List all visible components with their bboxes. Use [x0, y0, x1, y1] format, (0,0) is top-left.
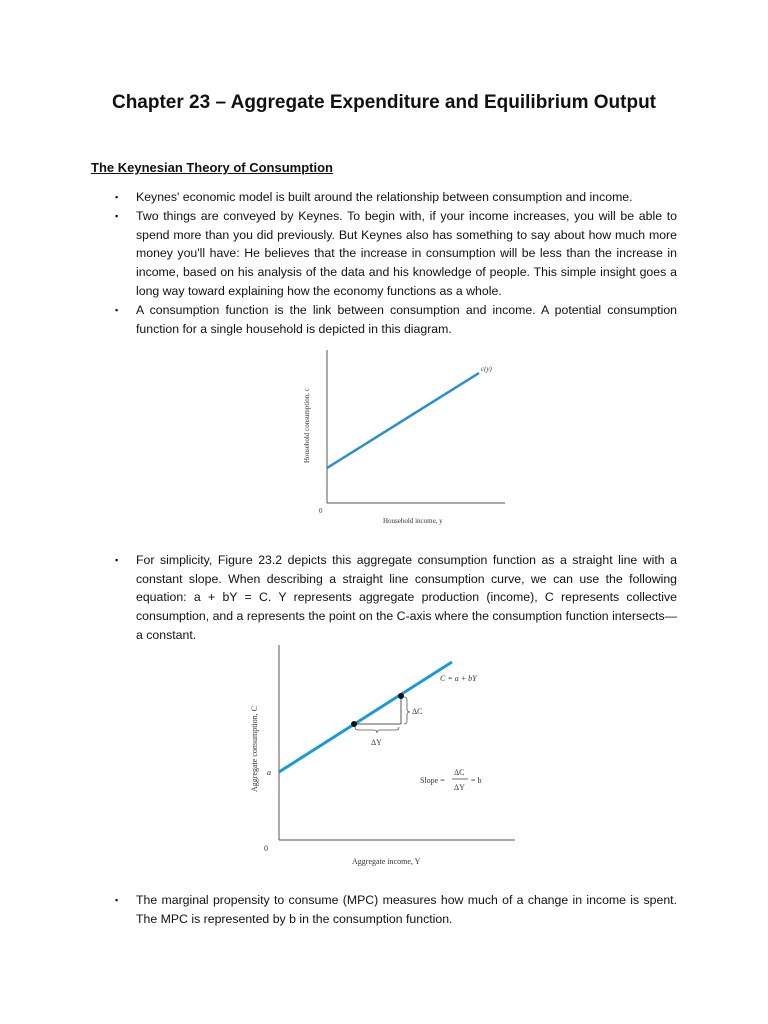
- household-consumption-diagram: [295, 335, 520, 530]
- line-label: c(y): [481, 365, 492, 373]
- point-b-marker: [398, 693, 404, 699]
- x-axis-label: Aggregate income, Y: [352, 857, 421, 866]
- bullet-icon: ▪: [115, 211, 119, 221]
- household-consumption-figure: [295, 335, 520, 530]
- consumption-function-line: [279, 662, 452, 772]
- bullet-item: [115, 301, 677, 338]
- bullet-text: A consumption function is the link between consumption and income. A potential consumption function for a single household is depicted in this diagram.: [136, 303, 677, 336]
- bullet-item: [115, 207, 677, 301]
- bullet-icon: ▪: [115, 192, 119, 202]
- y-axis-label: Aggregate consumption, C: [250, 706, 259, 792]
- aggregate-consumption-diagram: [240, 640, 520, 870]
- slope-numerator: ΔC: [454, 768, 465, 777]
- bullet-text: For simplicity, Figure 23.2 depicts this aggregate consumption function as a straight line with a constant slope. When describing a straight line consumption curve, we can use the following equation: a + bY = C. Y represents aggregate production (income), C represents collective consumption, and a represents the point on the C-axis where the consumption function intersects—a constant.: [136, 553, 677, 642]
- aggregate-consumption-figure: [240, 640, 520, 870]
- slope-suffix: = b: [471, 776, 482, 785]
- slope-prefix: Slope =: [420, 776, 445, 785]
- consumption-function-line: [327, 373, 479, 468]
- bullet-item: [115, 891, 677, 928]
- intercept-label: a: [267, 768, 271, 777]
- bullet-item: [115, 551, 677, 645]
- bullet-text: Keynes' economic model is built around the relationship between consumption and income.: [136, 190, 633, 204]
- bullet-icon: ▪: [115, 305, 119, 315]
- y-axis-label: Household consumption, c: [303, 388, 311, 463]
- origin-label: 0: [319, 507, 323, 515]
- x-axis-label: Household income, y: [383, 517, 443, 525]
- bullet-icon: ▪: [115, 555, 119, 565]
- origin-label: 0: [264, 844, 268, 853]
- bullet-item: [115, 188, 677, 207]
- line-label: C = a + bY: [440, 674, 477, 683]
- delta-y-label: ΔY: [371, 738, 382, 747]
- page-title: Chapter 23 – Aggregate Expenditure and Equilibrium Output: [111, 92, 657, 113]
- bullet-icon: ▪: [115, 895, 119, 905]
- bullet-text: The marginal propensity to consume (MPC) measures how much of a change in income is spent. The MPC is represented by b in the consumption function.: [136, 893, 677, 926]
- delta-y-brace: [355, 727, 399, 733]
- slope-denominator: ΔY: [454, 783, 465, 792]
- point-a-marker: [351, 721, 357, 727]
- bullet-text: Two things are conveyed by Keynes. To begin with, if your income increases, you will be able to spend more than you did previously. But Keynes also has something to say about how much more money you'll have: He believes that the increase in consumption will be less than the increase in income, based on his analysis of the data and his knowledge of people. This simple insight goes a long way toward explaining how the economy functions as a whole.: [136, 209, 677, 298]
- section-heading: The Keynesian Theory of Consumption: [91, 160, 333, 175]
- delta-c-label: ΔC: [412, 707, 423, 716]
- delta-c-brace: [404, 697, 410, 724]
